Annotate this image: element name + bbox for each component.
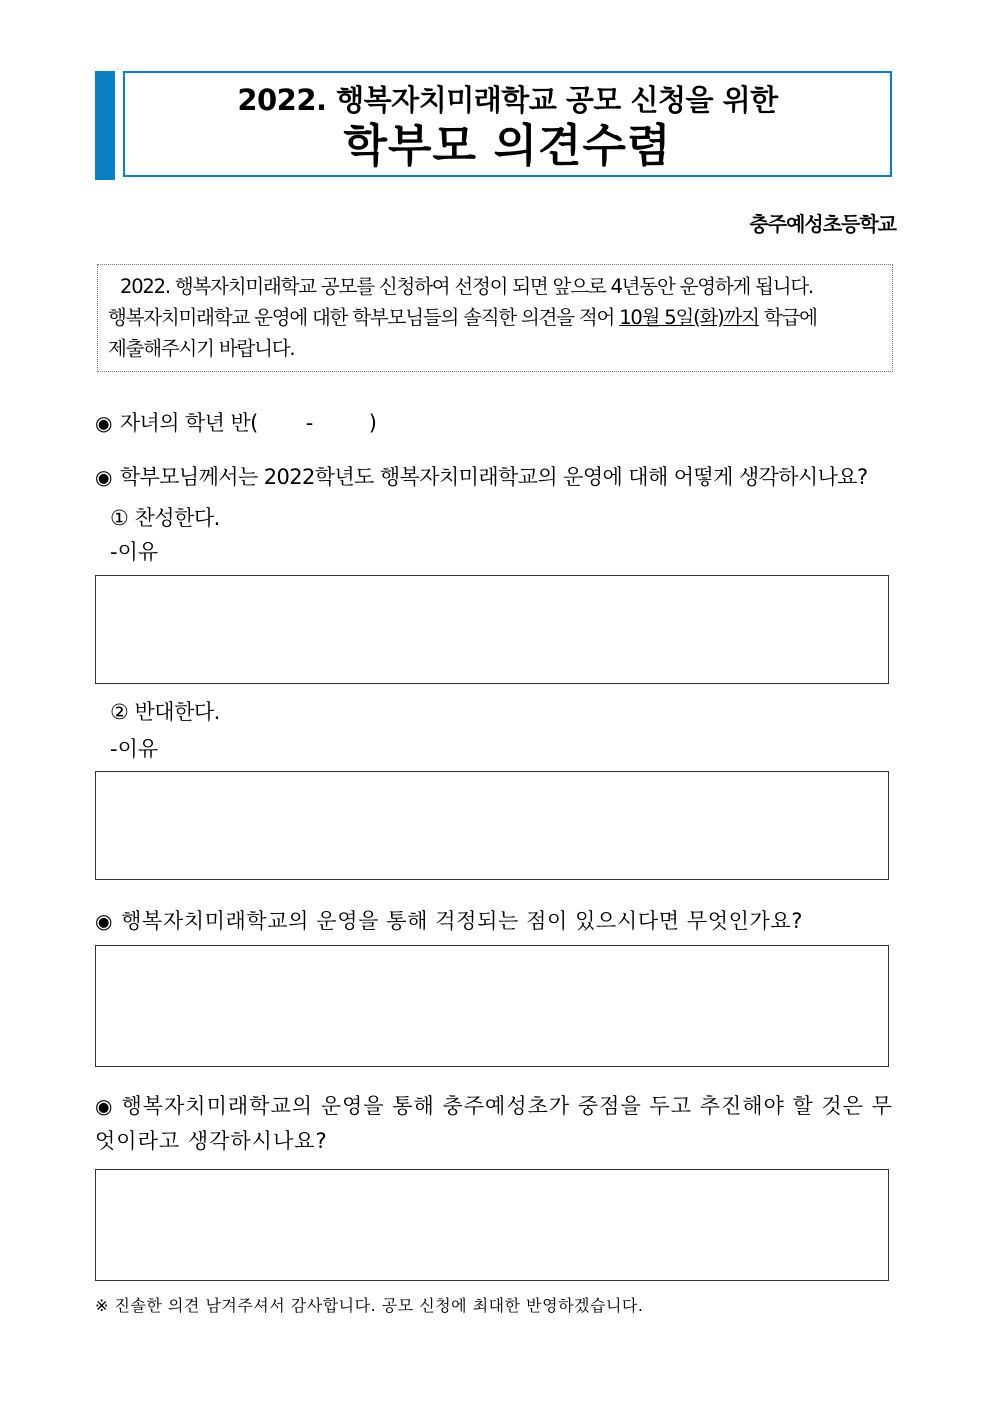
grade-class-close: ) bbox=[368, 411, 377, 435]
title-box bbox=[123, 71, 892, 177]
question-priorities-text: 행복자치미래학교의 운영을 통해 충주예성초가 중점을 두고 추진해야 할 것은 무엇이라고 생각하시나요? bbox=[95, 1094, 893, 1153]
footer-note: ※ 진솔한 의견 남겨주셔서 감사합니다. 공모 신청에 최대한 반영하겠습니다. bbox=[95, 1296, 644, 1315]
notice-line-2-end: 학급에 bbox=[758, 306, 817, 329]
option-disagree[interactable]: ② 반대한다. bbox=[110, 700, 220, 724]
bullet-icon: ◉ bbox=[95, 411, 112, 435]
notice-box bbox=[97, 264, 893, 372]
title-accent-bar bbox=[95, 71, 115, 180]
grade-class-separator: - bbox=[305, 411, 313, 435]
question-opinion bbox=[95, 461, 868, 491]
bullet-icon: ◉ bbox=[95, 909, 114, 933]
notice-line-2 bbox=[108, 302, 882, 333]
reason-label-disagree: -이유 bbox=[110, 737, 159, 761]
notice-line-1: 2022. 행복자치미래학교 공모를 신청하여 선정이 되면 앞으로 4년동안 운영하게 됩니다. bbox=[120, 275, 814, 298]
question-concerns bbox=[95, 905, 803, 935]
title-subtitle: 2022. 행복자치미래학교 공모 신청을 위한 bbox=[237, 83, 778, 117]
disagree-reason-box[interactable] bbox=[95, 771, 889, 880]
reason-label-agree: -이유 bbox=[110, 540, 159, 564]
school-name: 충주예성초등학교 bbox=[749, 212, 896, 236]
notice-deadline: 10월 5일(화)까지 bbox=[619, 306, 759, 329]
agree-reason-box[interactable] bbox=[95, 575, 889, 684]
bullet-icon: ◉ bbox=[95, 465, 112, 489]
question-priorities bbox=[95, 1089, 898, 1159]
concerns-answer-box[interactable] bbox=[95, 945, 889, 1067]
question-concerns-text: 행복자치미래학교의 운영을 통해 걱정되는 점이 있으시다면 무엇인가요? bbox=[121, 909, 804, 933]
question-opinion-text: 학부모님께서는 2022학년도 행복자치미래학교의 운영에 대해 어떻게 생각하시나요? bbox=[119, 465, 868, 489]
priorities-answer-box[interactable] bbox=[95, 1169, 889, 1281]
page-title: 학부모 의견수렴 bbox=[343, 119, 672, 172]
notice-line-2-text: 행복자치미래학교 운영에 대한 학부모님들의 솔직한 의견을 적어 bbox=[108, 306, 620, 329]
bullet-icon: ◉ bbox=[95, 1094, 114, 1118]
notice-line-3: 제출해주시기 바랍니다. bbox=[108, 337, 295, 360]
grade-class-label: 자녀의 학년 반( bbox=[119, 411, 258, 435]
option-agree[interactable]: ① 찬성한다. bbox=[110, 506, 220, 530]
question-grade-class bbox=[95, 407, 376, 437]
